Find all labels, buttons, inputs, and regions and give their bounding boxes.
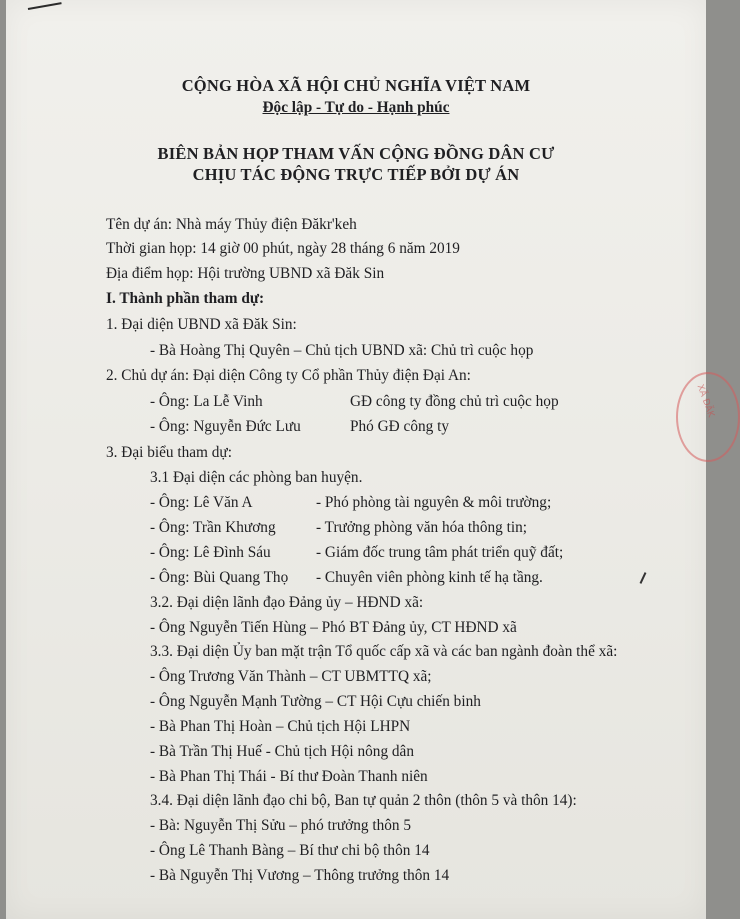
meeting-place: Địa điểm họp: Hội trường UBND xã Đăk Sin [106,265,385,282]
subsection-heading: 3. Đại biểu tham dự: [106,444,232,461]
attendee-role: - Giám đốc trung tâm phát triển quỹ đất; [316,544,564,561]
attendee-line: - Ông Nguyễn Mạnh Tường – CT Hội Cựu chiến binh [150,693,481,710]
project-name: Tên dự án: Nhà máy Thủy điện Đăkr'keh [106,216,357,233]
document-title-line1: BIÊN BẢN HỌP THAM VẤN CỘNG ĐỒNG DÂN CƯ [157,144,555,163]
section-heading: I. Thành phần tham dự: [106,290,265,307]
subsection-heading: 2. Chủ dự án: Đại diện Công ty Cổ phần Thủy điện Đại An: [106,367,471,384]
subsection-heading: 1. Đại diện UBND xã Đăk Sin: [106,316,297,333]
republic-heading: CỘNG HÒA XÃ HỘI CHỦ NGHĨA VIỆT NAM [181,76,531,95]
group-heading: 3.1 Đại diện các phòng ban huyện. [150,469,363,486]
meeting-time: Thời gian họp: 14 giờ 00 phút, ngày 28 tháng 6 năm 2019 [106,240,460,257]
attendee-line: - Bà Hoàng Thị Quyên – Chủ tịch UBND xã: Chủ trì cuộc họp [150,342,534,359]
pen-mark [640,572,647,584]
attendee-line: - Bà Nguyễn Thị Vương – Thông trưởng thôn 14 [150,867,450,884]
attendee-name: - Ông: Nguyễn Đức Lưu [150,418,301,435]
attendee-role: - Chuyên viên phòng kinh tế hạ tầng. [316,569,543,586]
red-seal-stamp: XÃ ĐĂK [676,372,740,462]
attendee-line: - Bà Phan Thị Thái - Bí thư Đoàn Thanh niên [150,768,428,785]
group-heading: 3.4. Đại diện lãnh đạo chi bộ, Ban tự quản 2 thôn (thôn 5 và thôn 14): [150,792,577,809]
attendee-role: - Phó phòng tài nguyên & môi trường; [316,494,552,511]
attendee-name: - Ông: Lê Đình Sáu [150,544,271,561]
attendee-name: - Ông: Lê Văn A [150,494,253,511]
attendee-line: - Ông Lê Thanh Bàng – Bí thư chi bộ thôn 14 [150,842,430,859]
pen-mark [28,2,62,10]
attendee-name: - Ông: Trần Khương [150,519,276,536]
attendee-name: - Ông: La Lễ Vinh [150,393,263,410]
motto: Độc lập - Tự do - Hạnh phúc [262,99,450,116]
document-page [6,0,706,919]
attendee-line: - Bà Trần Thị Huế - Chủ tịch Hội nông dân [150,743,414,760]
attendee-name: - Ông: Bùi Quang Thọ [150,569,289,586]
group-heading: 3.2. Đại diện lãnh đạo Đảng ủy – HĐND xã: [150,594,424,611]
attendee-role: - Trưởng phòng văn hóa thông tin; [316,519,527,536]
attendee-line: - Ông Nguyễn Tiến Hùng – Phó BT Đảng ủy, CT HĐND xã [150,619,517,636]
attendee-line: - Bà: Nguyễn Thị Sửu – phó trưởng thôn 5 [150,817,412,834]
document-title-line2: CHỊU TÁC ĐỘNG TRỰC TIẾP BỞI DỰ ÁN [192,165,520,184]
attendee-line: - Bà Phan Thị Hoàn – Chủ tịch Hội LHPN [150,718,411,735]
attendee-role: GĐ công ty đồng chủ trì cuộc họp [350,393,559,410]
attendee-line: - Ông Trương Văn Thành – CT UBMTTQ xã; [150,668,432,685]
group-heading: 3.3. Đại diện Ủy ban mặt trận Tổ quốc cấp xã và các ban ngành đoàn thể xã: [150,643,618,660]
attendee-role: Phó GĐ công ty [350,418,450,435]
